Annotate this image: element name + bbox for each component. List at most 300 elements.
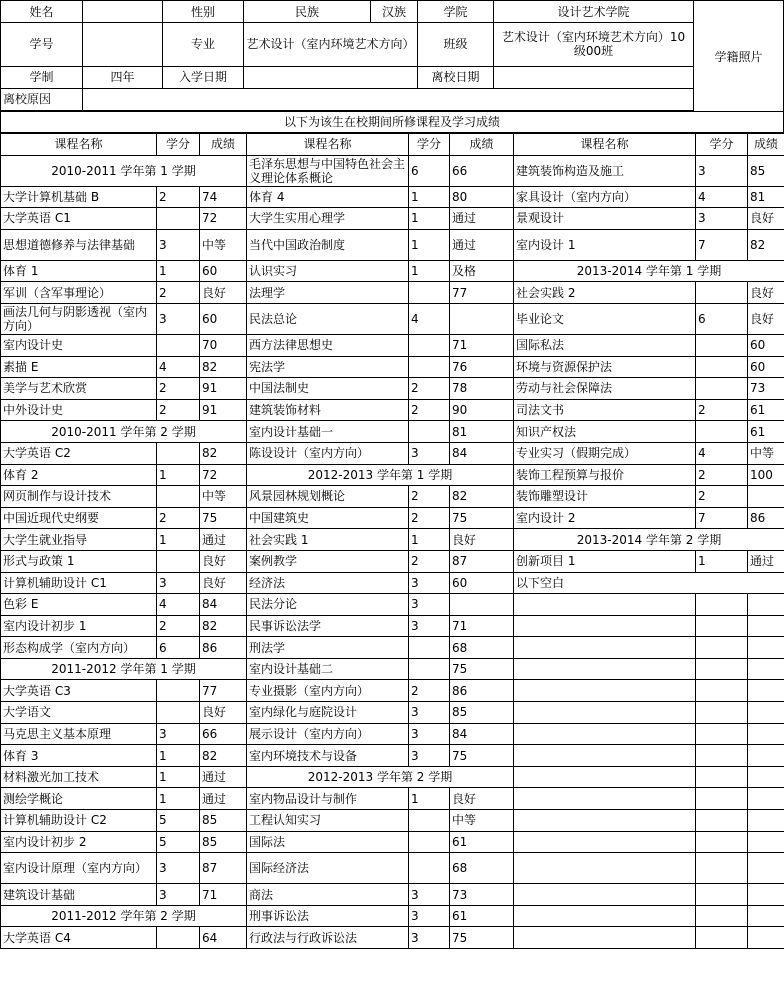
course-name-cell <box>514 853 696 884</box>
grade-cell: 73 <box>450 884 514 906</box>
course-name-cell: 中国近现代史纲要 <box>1 507 157 529</box>
grade-cell: 及格 <box>450 260 514 282</box>
credit-cell <box>157 486 200 508</box>
grade-cell: 68 <box>450 853 514 884</box>
course-name-cell <box>514 905 696 927</box>
course-name-cell: 社会实践 2 <box>514 282 696 304</box>
credit-cell: 4 <box>409 303 450 334</box>
course-name-cell: 行政法与行政诉讼法 <box>247 927 409 949</box>
course-name-cell: 美学与艺术欣赏 <box>1 378 157 400</box>
table-row <box>1 594 784 616</box>
grade-cell: 72 <box>200 208 247 230</box>
grade-cell: 良好 <box>200 572 247 594</box>
credit-cell: 2 <box>157 378 200 400</box>
col-course-1: 课程名称 <box>1 134 157 156</box>
semester-header: 2010-2011 学年第 2 学期 <box>1 421 247 443</box>
course-name-cell: 室内设计 2 <box>514 507 696 529</box>
grade-cell: 71 <box>200 884 247 906</box>
grade-cell: 通过 <box>200 766 247 788</box>
course-name-cell: 大学英语 C2 <box>1 442 157 464</box>
credit-cell: 2 <box>409 378 450 400</box>
credit-cell: 1 <box>157 788 200 810</box>
enroll-label: 入学日期 <box>163 66 244 88</box>
grade-cell: 通过 <box>200 529 247 551</box>
table-row <box>1 745 784 767</box>
course-name-cell: 毕业论文 <box>514 303 696 334</box>
course-name-cell <box>514 658 696 680</box>
table-row <box>1 507 784 529</box>
table-row <box>1 853 784 884</box>
major-label: 专业 <box>163 23 244 66</box>
course-name-cell: 室内设计基础一 <box>247 421 409 443</box>
table-row <box>1 723 784 745</box>
course-name-cell: 当代中国政治制度 <box>247 229 409 260</box>
grade-cell: 良好 <box>200 282 247 304</box>
grade-cell: 良好 <box>748 282 784 304</box>
course-name-cell: 室内物品设计与制作 <box>247 788 409 810</box>
credit-cell: 1 <box>409 229 450 260</box>
grade-cell <box>748 788 784 810</box>
grade-cell: 81 <box>748 186 784 208</box>
credit-cell: 2 <box>157 282 200 304</box>
credit-cell: 2 <box>157 615 200 637</box>
credit-cell: 2 <box>157 507 200 529</box>
leave-date-label: 离校日期 <box>418 66 494 88</box>
credit-cell: 3 <box>157 572 200 594</box>
col-course-3: 课程名称 <box>514 134 696 156</box>
leave-reason-value <box>83 88 694 110</box>
credit-cell: 1 <box>409 186 450 208</box>
course-name-cell: 中国法制史 <box>247 378 409 400</box>
course-name-cell <box>514 680 696 702</box>
grade-cell <box>748 745 784 767</box>
course-name-cell <box>514 831 696 853</box>
grade-cell <box>748 766 784 788</box>
course-name-cell: 测绘学概论 <box>1 788 157 810</box>
grade-cell: 82 <box>450 486 514 508</box>
course-name-cell <box>514 745 696 767</box>
course-name-cell: 室内设计基础二 <box>247 658 409 680</box>
class-label: 班级 <box>418 23 494 66</box>
grade-cell: 75 <box>200 507 247 529</box>
course-name-cell: 毛泽东思想与中国特色社会主义理论体系概论 <box>247 155 409 186</box>
credit-cell <box>696 766 748 788</box>
grade-cell: 60 <box>200 303 247 334</box>
course-name-cell: 西方法律思想史 <box>247 334 409 356</box>
grade-cell: 85 <box>200 831 247 853</box>
credit-cell: 3 <box>696 208 748 230</box>
course-name-cell: 民法分论 <box>247 594 409 616</box>
grade-cell: 66 <box>450 155 514 186</box>
course-name-cell <box>514 702 696 724</box>
table-row <box>1 303 784 334</box>
table-row <box>1 831 784 853</box>
grade-cell <box>748 594 784 616</box>
grade-cell: 60 <box>200 260 247 282</box>
course-name-cell: 专业摄影（室内方向） <box>247 680 409 702</box>
grade-cell: 77 <box>450 282 514 304</box>
course-name-cell: 大学英语 C3 <box>1 680 157 702</box>
col-course-2: 课程名称 <box>247 134 409 156</box>
course-name-cell: 大学英语 C4 <box>1 927 157 949</box>
course-name-cell: 材料激光加工技术 <box>1 766 157 788</box>
table-row <box>1 529 784 551</box>
course-name-cell: 创新项目 1 <box>514 550 696 572</box>
grades-body <box>1 155 784 948</box>
credit-cell <box>696 853 748 884</box>
course-name-cell <box>514 788 696 810</box>
course-name-cell: 社会实践 1 <box>247 529 409 551</box>
credit-cell: 1 <box>157 464 200 486</box>
course-name-cell: 国际私法 <box>514 334 696 356</box>
course-name-cell: 专业实习（假期完成） <box>514 442 696 464</box>
course-name-cell: 司法文书 <box>514 399 696 421</box>
course-name-cell: 国际经济法 <box>247 853 409 884</box>
course-name-cell: 素描 E <box>1 356 157 378</box>
grade-cell <box>748 884 784 906</box>
grade-cell <box>450 594 514 616</box>
credit-cell <box>696 282 748 304</box>
credit-cell: 2 <box>696 486 748 508</box>
table-row <box>1 421 784 443</box>
credit-cell <box>409 658 450 680</box>
grade-cell <box>748 831 784 853</box>
course-name-cell <box>514 615 696 637</box>
course-name-cell: 法理学 <box>247 282 409 304</box>
class-value: 艺术设计（室内环境艺术方向）10级00班 <box>494 23 694 66</box>
table-row <box>1 766 784 788</box>
grade-cell: 中等 <box>748 442 784 464</box>
table-row <box>1 282 784 304</box>
table-row <box>1 572 784 594</box>
grade-cell: 61 <box>748 399 784 421</box>
credit-cell <box>157 702 200 724</box>
table-row <box>1 658 784 680</box>
grade-cell <box>748 615 784 637</box>
college-value: 设计艺术学院 <box>494 1 694 23</box>
col-credit-2: 学分 <box>409 134 450 156</box>
grade-cell: 82 <box>200 615 247 637</box>
grade-cell: 70 <box>200 334 247 356</box>
credit-cell: 1 <box>157 766 200 788</box>
credit-cell: 3 <box>409 927 450 949</box>
course-name-cell: 室内设计史 <box>1 334 157 356</box>
course-name-cell: 中国建筑史 <box>247 507 409 529</box>
banner-table <box>0 111 784 133</box>
table-row <box>1 464 784 486</box>
grade-cell: 通过 <box>748 550 784 572</box>
course-name-cell <box>514 927 696 949</box>
course-name-cell: 民法总论 <box>247 303 409 334</box>
course-name-cell: 大学生就业指导 <box>1 529 157 551</box>
credit-cell <box>696 615 748 637</box>
credit-cell <box>696 927 748 949</box>
grade-cell: 中等 <box>200 229 247 260</box>
grade-cell: 82 <box>200 356 247 378</box>
credit-cell <box>696 905 748 927</box>
course-name-cell: 国际法 <box>247 831 409 853</box>
credit-cell <box>696 745 748 767</box>
grade-cell: 72 <box>200 464 247 486</box>
credit-cell: 1 <box>409 208 450 230</box>
course-name-cell: 体育 2 <box>1 464 157 486</box>
course-name-cell: 景观设计 <box>514 208 696 230</box>
credit-cell: 6 <box>157 637 200 659</box>
credit-cell <box>157 550 200 572</box>
course-name-cell: 画法几何与阴影透视（室内方向） <box>1 303 157 334</box>
table-row <box>1 927 784 949</box>
grade-cell: 61 <box>450 905 514 927</box>
grade-cell: 86 <box>748 507 784 529</box>
grade-cell: 87 <box>450 550 514 572</box>
course-name-cell: 劳动与社会保障法 <box>514 378 696 400</box>
table-row <box>1 229 784 260</box>
grade-cell: 良好 <box>200 550 247 572</box>
course-name-cell: 色彩 E <box>1 594 157 616</box>
semester-header: 2011-2012 学年第 2 学期 <box>1 905 247 927</box>
course-name-cell: 大学英语 C1 <box>1 208 157 230</box>
grade-cell: 60 <box>748 356 784 378</box>
credit-cell: 5 <box>157 810 200 832</box>
course-name-cell <box>514 637 696 659</box>
course-name-cell: 经济法 <box>247 572 409 594</box>
credit-cell: 1 <box>157 260 200 282</box>
table-row <box>1 680 784 702</box>
course-name-cell: 建筑装饰构造及施工 <box>514 155 696 186</box>
grade-cell: 75 <box>450 507 514 529</box>
course-name-cell: 装饰工程预算与报价 <box>514 464 696 486</box>
credit-cell <box>696 788 748 810</box>
grade-cell: 82 <box>200 745 247 767</box>
credit-cell <box>157 927 200 949</box>
course-name-cell: 计算机辅助设计 C2 <box>1 810 157 832</box>
semester-header: 2012-2013 学年第 1 学期 <box>247 464 514 486</box>
course-name-cell: 工程认知实习 <box>247 810 409 832</box>
course-name-cell: 建筑设计基础 <box>1 884 157 906</box>
course-name-cell: 宪法学 <box>247 356 409 378</box>
course-name-cell: 大学计算机基础 B <box>1 186 157 208</box>
credit-cell <box>696 702 748 724</box>
grade-cell: 61 <box>450 831 514 853</box>
credit-cell <box>696 594 748 616</box>
college-label: 学院 <box>418 1 494 23</box>
credit-cell: 4 <box>157 356 200 378</box>
credit-cell <box>696 378 748 400</box>
credit-cell: 2 <box>157 399 200 421</box>
credit-cell <box>696 421 748 443</box>
credit-cell: 3 <box>409 723 450 745</box>
credit-cell <box>157 334 200 356</box>
course-name-cell: 民事诉讼法学 <box>247 615 409 637</box>
grade-cell: 84 <box>200 594 247 616</box>
credit-cell: 3 <box>157 723 200 745</box>
semester-header: 2011-2012 学年第 1 学期 <box>1 658 247 680</box>
course-name-cell: 思想道德修养与法律基础 <box>1 229 157 260</box>
table-row <box>1 810 784 832</box>
grade-cell: 81 <box>450 421 514 443</box>
table-row <box>1 208 784 230</box>
table-row <box>1 155 784 186</box>
course-name-cell: 体育 1 <box>1 260 157 282</box>
credit-cell: 6 <box>696 303 748 334</box>
credit-cell: 3 <box>409 745 450 767</box>
grade-cell: 91 <box>200 399 247 421</box>
credit-cell: 3 <box>157 229 200 260</box>
grade-cell: 71 <box>450 334 514 356</box>
enroll-value <box>244 66 418 88</box>
grade-cell: 61 <box>748 421 784 443</box>
course-name-cell: 马克思主义基本原理 <box>1 723 157 745</box>
grade-cell <box>748 905 784 927</box>
grade-cell: 良好 <box>748 208 784 230</box>
name-label: 姓名 <box>1 1 83 23</box>
credit-cell: 3 <box>409 702 450 724</box>
leave-date-value <box>494 66 694 88</box>
grade-cell: 85 <box>450 702 514 724</box>
course-name-cell <box>514 766 696 788</box>
credit-cell <box>409 421 450 443</box>
table-row <box>1 186 784 208</box>
credit-cell <box>157 680 200 702</box>
credit-cell: 1 <box>409 260 450 282</box>
credit-cell: 4 <box>696 442 748 464</box>
credit-cell <box>696 334 748 356</box>
course-name-cell: 室内环境技术与设备 <box>247 745 409 767</box>
grade-cell: 90 <box>450 399 514 421</box>
grade-cell <box>748 810 784 832</box>
grade-cell <box>748 637 784 659</box>
semester-header: 2013-2014 学年第 2 学期 <box>514 529 784 551</box>
course-name-cell: 室内设计原理（室内方向） <box>1 853 157 884</box>
course-name-cell: 网页制作与设计技术 <box>1 486 157 508</box>
credit-cell <box>409 810 450 832</box>
course-name-cell: 计算机辅助设计 C1 <box>1 572 157 594</box>
course-name-cell: 体育 3 <box>1 745 157 767</box>
grade-cell: 84 <box>450 723 514 745</box>
table-row <box>1 788 784 810</box>
course-name-cell: 室内绿化与庭院设计 <box>247 702 409 724</box>
course-name-cell: 大学语文 <box>1 702 157 724</box>
course-name-cell: 知识产权法 <box>514 421 696 443</box>
course-name-cell: 室内设计 1 <box>514 229 696 260</box>
credit-cell <box>696 884 748 906</box>
grade-cell <box>748 680 784 702</box>
credit-cell <box>696 831 748 853</box>
credit-cell <box>409 282 450 304</box>
table-row <box>1 637 784 659</box>
grade-cell: 75 <box>450 927 514 949</box>
course-name-cell: 中外设计史 <box>1 399 157 421</box>
credit-cell: 3 <box>409 884 450 906</box>
table-row <box>1 442 784 464</box>
credit-cell: 7 <box>696 229 748 260</box>
grade-cell <box>748 853 784 884</box>
grade-cell: 77 <box>200 680 247 702</box>
grade-cell: 68 <box>450 637 514 659</box>
grade-cell <box>450 303 514 334</box>
course-name-cell <box>514 810 696 832</box>
credit-cell: 1 <box>409 788 450 810</box>
course-name-cell: 体育 4 <box>247 186 409 208</box>
student-id-label: 学号 <box>1 23 83 66</box>
grade-cell <box>748 927 784 949</box>
course-name-cell <box>514 594 696 616</box>
name-value <box>83 1 163 23</box>
grade-cell: 86 <box>450 680 514 702</box>
grade-cell: 84 <box>450 442 514 464</box>
grade-cell: 73 <box>748 378 784 400</box>
table-row <box>1 550 784 572</box>
credit-cell: 5 <box>157 831 200 853</box>
grade-cell: 中等 <box>450 810 514 832</box>
course-name-cell: 军训（含军事理论） <box>1 282 157 304</box>
credit-cell: 7 <box>696 507 748 529</box>
student-id-value <box>83 23 163 66</box>
col-grade-2: 成绩 <box>450 134 514 156</box>
credit-cell: 1 <box>157 529 200 551</box>
course-name-cell: 风景园林规划概论 <box>247 486 409 508</box>
table-row <box>1 378 784 400</box>
grade-cell: 通过 <box>450 208 514 230</box>
table-row <box>1 334 784 356</box>
grade-cell: 71 <box>450 615 514 637</box>
grade-cell <box>748 702 784 724</box>
credit-cell <box>696 680 748 702</box>
course-name-cell: 案例教学 <box>247 550 409 572</box>
course-name-cell: 陈设设计（室内方向） <box>247 442 409 464</box>
course-name-cell: 展示设计（室内方向） <box>247 723 409 745</box>
credit-cell: 3 <box>409 442 450 464</box>
col-credit-3: 学分 <box>696 134 748 156</box>
credit-cell: 1 <box>696 550 748 572</box>
col-credit-1: 学分 <box>157 134 200 156</box>
table-row <box>1 260 784 282</box>
course-name-cell: 形态构成学（室内方向） <box>1 637 157 659</box>
semester-header: 2012-2013 学年第 2 学期 <box>247 766 514 788</box>
credit-cell: 2 <box>696 399 748 421</box>
credit-cell: 3 <box>409 905 450 927</box>
course-name-cell: 建筑装饰材料 <box>247 399 409 421</box>
course-name-cell: 大学生实用心理学 <box>247 208 409 230</box>
grade-cell: 85 <box>748 155 784 186</box>
table-row <box>1 399 784 421</box>
credit-cell <box>696 810 748 832</box>
grade-cell: 60 <box>748 334 784 356</box>
table-row <box>1 702 784 724</box>
grade-cell: 76 <box>450 356 514 378</box>
credit-cell: 2 <box>409 399 450 421</box>
section-banner: 以下为该生在校期间所修课程及学习成绩 <box>1 112 784 133</box>
grade-cell: 通过 <box>450 229 514 260</box>
grade-cell: 64 <box>200 927 247 949</box>
photo-label: 学籍照片 <box>714 49 763 64</box>
course-name-cell: 装饰雕塑设计 <box>514 486 696 508</box>
grade-cell: 100 <box>748 464 784 486</box>
grade-cell: 82 <box>748 229 784 260</box>
leave-reason-label: 离校原因 <box>1 88 83 110</box>
table-row <box>1 905 784 927</box>
course-name-cell: 环境与资源保护法 <box>514 356 696 378</box>
credit-cell <box>409 853 450 884</box>
credit-cell: 1 <box>409 529 450 551</box>
credit-cell: 1 <box>157 745 200 767</box>
credit-cell: 4 <box>696 186 748 208</box>
grade-cell: 良好 <box>450 788 514 810</box>
course-name-cell: 认识实习 <box>247 260 409 282</box>
grade-cell: 87 <box>200 853 247 884</box>
credit-cell: 2 <box>409 680 450 702</box>
table-row <box>1 486 784 508</box>
